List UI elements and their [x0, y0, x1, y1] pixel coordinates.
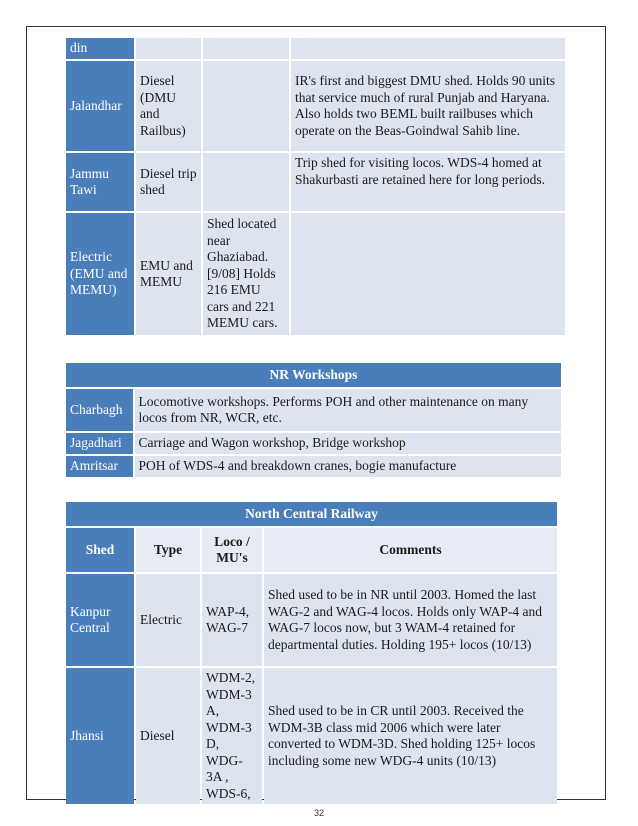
- workshop-name: Jagadhari: [66, 433, 133, 454]
- header-shed: Shed: [66, 528, 134, 572]
- shed-name-cell: Jammu Tawi: [66, 153, 134, 211]
- shed-name-cell: Jhansi: [66, 668, 134, 804]
- shed-name-cell: din: [66, 38, 134, 59]
- loco-cell: [203, 153, 289, 211]
- table-row: [66, 389, 561, 431]
- workshop-desc: Locomotive workshops. Performs POH and other maintenance on many locos from NR, WCR, etc.: [135, 389, 561, 431]
- type-cell: Diesel trip shed: [136, 153, 201, 211]
- comments-cell: IR's first and biggest DMU shed. Holds 90 units that service much of rural Punjab and Haryana. Also holds two BEML built railbuses which operate on the Beas-Goindwal Sahib line.: [291, 61, 565, 151]
- shed-name-cell: Jalandhar: [66, 61, 134, 151]
- loco-cell: WAP-4, WAG-7: [202, 574, 262, 666]
- shed-name-cell: Electric (EMU and MEMU): [66, 213, 134, 335]
- table-row: [66, 38, 565, 59]
- workshop-desc: POH of WDS-4 and breakdown cranes, bogie manufacture: [135, 456, 561, 477]
- page-number: 32: [313, 808, 324, 818]
- table-row: [66, 213, 565, 335]
- type-cell: [136, 38, 201, 59]
- table-row: [66, 153, 565, 211]
- loco-cell: [203, 61, 289, 151]
- workshop-desc: Carriage and Wagon workshop, Bridge workshop: [135, 433, 561, 454]
- nr-sheds-table: [64, 36, 567, 337]
- header-comments: Comments: [264, 528, 557, 572]
- comments-cell: [291, 38, 565, 59]
- table-row: [66, 61, 565, 151]
- nr-workshops-table: [64, 361, 563, 479]
- type-cell: EMU and MEMU: [136, 213, 201, 335]
- loco-cell: [203, 38, 289, 59]
- table-header-row: [66, 528, 557, 572]
- ncr-title: North Central Railway: [66, 502, 557, 526]
- type-cell: Diesel: [136, 668, 200, 804]
- table-row: [66, 363, 561, 387]
- workshop-name: Amritsar: [66, 456, 133, 477]
- header-type: Type: [136, 528, 200, 572]
- table-row: [66, 456, 561, 477]
- workshop-name: Charbagh: [66, 389, 133, 431]
- type-cell: Electric: [136, 574, 200, 666]
- workshops-title: NR Workshops: [66, 363, 561, 387]
- type-cell: Diesel (DMU and Railbus): [136, 61, 201, 151]
- ncr-sheds-table: [64, 500, 559, 806]
- comments-cell: [291, 213, 565, 335]
- loco-cell: Shed located near Ghaziabad. [9/08] Holds 216 EMU cars and 221 MEMU cars.: [203, 213, 289, 335]
- shed-name-cell: Kanpur Central: [66, 574, 134, 666]
- table-row: [66, 433, 561, 454]
- table-row: [66, 502, 557, 526]
- comments-cell: Trip shed for visiting locos. WDS-4 homed at Shakurbasti are retained here for long periods.: [291, 153, 565, 211]
- table-row: [66, 668, 557, 804]
- comments-cell: Shed used to be in CR until 2003. Received the WDM-3B class mid 2006 which were later converted to WDM-3D. Shed holding 125+ locos including some new WDG-4 units (10/13): [264, 668, 557, 804]
- table-row: [66, 574, 557, 666]
- header-loco: Loco / MU's: [202, 528, 262, 572]
- comments-cell: Shed used to be in NR until 2003. Homed the last WAG-2 and WAG-4 locos. Holds only WAP-4 and WAG-7 locos now, but 3 WAM-4 retained for departmental duties. Holding 195+ locos (10/13): [264, 574, 557, 666]
- loco-cell: WDM-2, WDM-3 A, WDM-3 D, WDG-3A , WDS-6,: [202, 668, 262, 804]
